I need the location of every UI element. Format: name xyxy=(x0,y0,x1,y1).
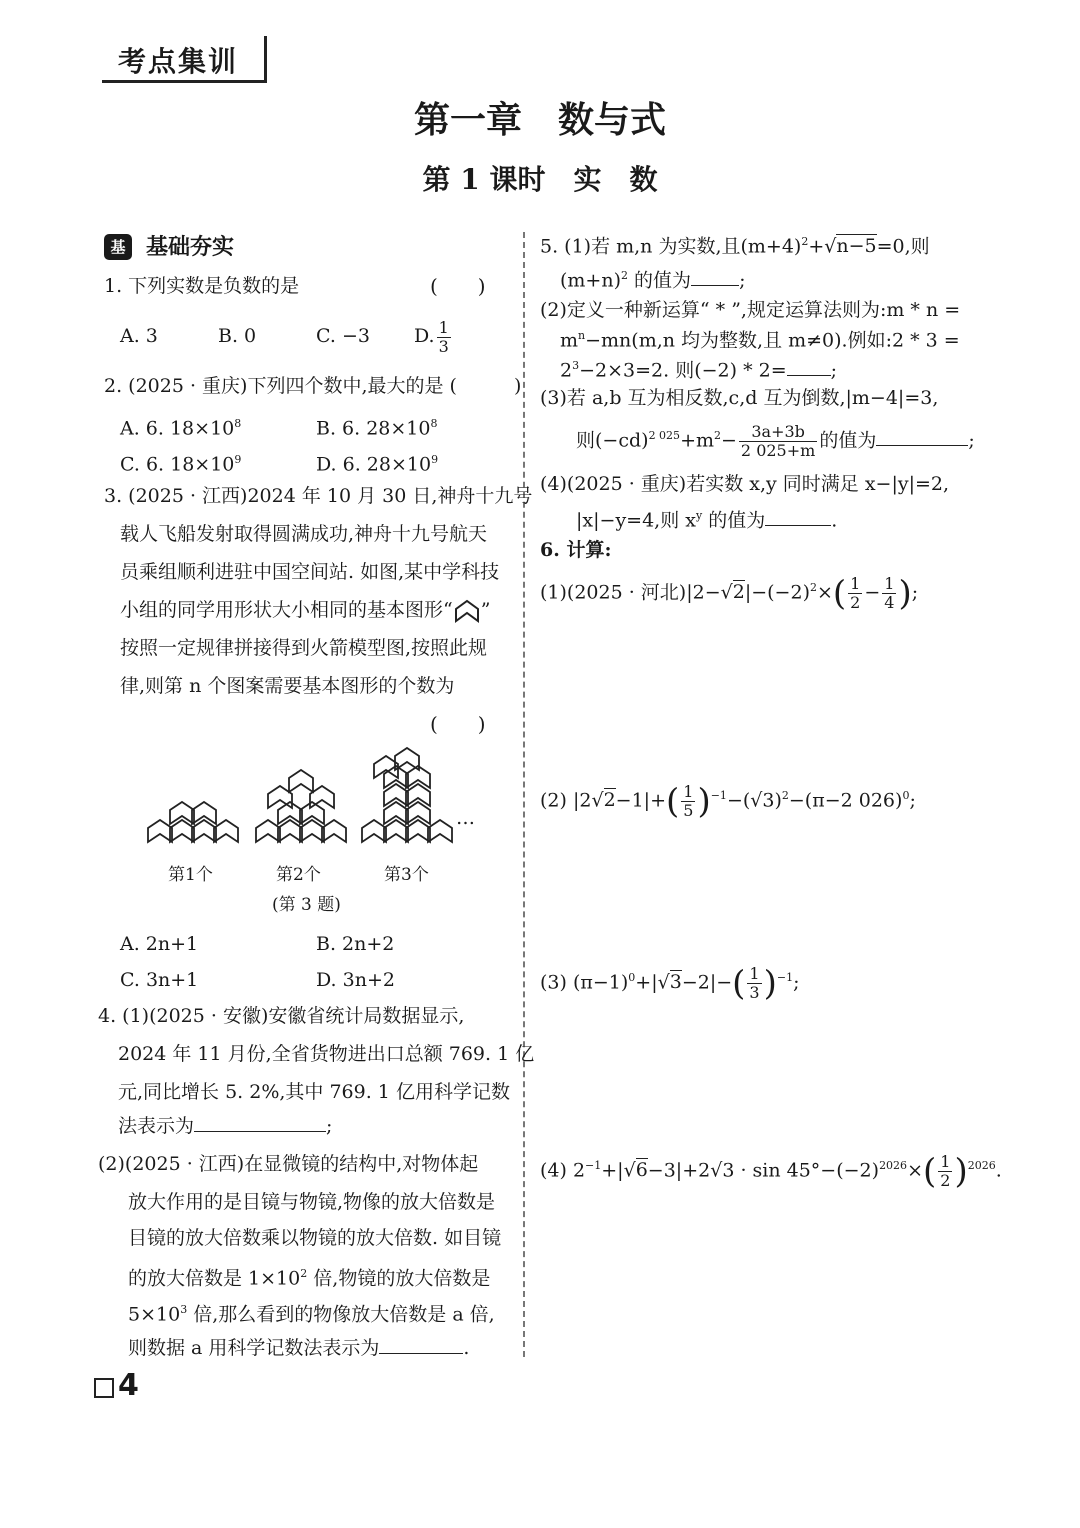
q4-line: 元,同比增长 5. 2%,其中 769. 1 亿用科学记数 xyxy=(118,1081,510,1103)
q5-line: 则$(-cd)^{2 025}+m^2-$ $\frac{3a+3b}{2 025+m}$ 的值为 ; xyxy=(576,421,975,460)
q4-line: 目镜的放大倍数乘以物镜的放大倍数. 如目镜 xyxy=(128,1227,502,1249)
q3-line: 律,则第 n 个图案需要基本图形的个数为 xyxy=(120,675,455,697)
q1-option-a: A. 3 xyxy=(120,325,158,347)
figure-3 xyxy=(362,748,452,842)
q4-line: 2024 年 11 月份,全省货物进出口总额 769. 1 亿 xyxy=(118,1043,535,1065)
q3-line: 小组的同学用形状大小相同的基本图形“ ” xyxy=(120,599,491,621)
q3-line: 按照一定规律拼接得到火箭模型图,按照此规 xyxy=(120,637,488,659)
q4-line: $5\times 10^3$ 倍,那么看到的物像放大倍数是 a 倍, xyxy=(128,1303,495,1326)
q3-option-d: D. 3n+2 xyxy=(316,969,395,991)
figure-1-label: 第1个 xyxy=(168,865,213,885)
q3-bracket: ( ) xyxy=(430,712,486,736)
section-icon: 基 xyxy=(104,234,132,260)
q4-line: 则数据 a 用科学记数法表示为 . xyxy=(128,1337,470,1359)
lesson-title: 第 1 课时 实 数 xyxy=(422,163,658,196)
rocket-pattern-figure xyxy=(140,740,480,860)
section-title: 基础夯实 xyxy=(146,234,235,260)
q2-stem: 2. (2025 · 重庆)下列四个数中,最大的是 ( ) xyxy=(104,375,522,397)
q4-line: 法表示为 ; xyxy=(118,1115,333,1137)
q5-line: $m^n-mn(m,n$ 均为整数,且 m≠0).例如:2 * 3 = xyxy=(560,329,960,352)
q4-line: (2)(2025 · 江西)在显微镜的结构中,对物体起 xyxy=(98,1153,479,1175)
chapter-title: 第一章 数与式 xyxy=(413,99,666,141)
q3-line: 员乘组顺利进驻中国空间站. 如图,某中学科技 xyxy=(120,561,500,583)
q2-option-b: B. 6. $28\times 10^8$ xyxy=(316,417,438,440)
page-marker-icon xyxy=(94,1378,114,1398)
figure-2-label: 第2个 xyxy=(276,865,321,885)
q4-line: 的放大倍数是 $1\times 10^2$ 倍,物镜的放大倍数是 xyxy=(128,1267,491,1290)
q3-option-c: C. 3n+1 xyxy=(120,969,199,991)
q3-option-a: A. 2n+1 xyxy=(120,933,199,955)
q5-line: (4)(2025 · 重庆)若实数 x,y 同时满足 x−|y|=2, xyxy=(540,473,950,495)
q6-expression-1: (1)(2025 · 河北)$|2-√2|-(-2)^2\times$( $\frac{1}{2}$ − $\frac{1}{4}$ ); xyxy=(540,573,919,614)
header-tag: 考点集训 xyxy=(118,45,239,78)
q3-line: 载人飞船发射取得圆满成功,神舟十九号航天 xyxy=(120,523,488,545)
q5-line: $2^3-2\times 3=2$. 则(−2) * 2= ; xyxy=(560,359,838,382)
figure-3-label: 第3个 xyxy=(384,865,429,885)
q5-line: 5. (1)若 m,n 为实数,且$(m+4)^2+√n-5=0$,则 xyxy=(540,235,930,258)
q6-expression-4: (4) $2^{-1}+|√6-3|+2√3 \cdot \sin 45^\circ-(-2)^{2026}\times$( $\frac{1}{2}$ )$^{2026}$. xyxy=(540,1151,1002,1192)
q2-option-c: C. 6. $18\times 10^9$ xyxy=(120,453,242,476)
q4-line: 4. (1)(2025 · 安徽)安徽省统计局数据显示, xyxy=(98,1005,465,1027)
figure-1 xyxy=(148,802,238,842)
q1-bracket: ( ) xyxy=(430,274,486,298)
q2-option-d: D. 6. $28\times 10^9$ xyxy=(316,453,439,476)
basic-shape-icon xyxy=(453,599,481,623)
q5-line: $(m+n)^2$ 的值为 ; xyxy=(560,269,746,292)
q6-title: 6. 计算: xyxy=(540,539,612,561)
q3-line: 3. (2025 · 江西)2024 年 10 月 30 日,神舟十九号 xyxy=(104,485,533,507)
q5-line: (3)若 a,b 互为相反数,c,d 互为倒数,|m−4|=3, xyxy=(540,387,939,409)
q4-line: 放大作用的是目镜与物镜,物像的放大倍数是 xyxy=(128,1191,496,1213)
figure-ellipsis: … xyxy=(456,807,475,829)
q3-option-b: B. 2n+2 xyxy=(316,933,395,955)
q1-option-d: D. $\frac{1}{3}$ xyxy=(414,317,449,356)
q1-option-c: C. −3 xyxy=(316,325,370,347)
figure-caption: (第 3 题) xyxy=(272,895,341,915)
q6-expression-2: (2) |2√2−1|+( $\frac{1}{5}$ )$^{-1}-(√3)^2-(\pi-2$ 026)$^0$; xyxy=(540,781,916,822)
q1-option-b: B. 0 xyxy=(218,325,257,347)
column-divider xyxy=(523,232,525,1357)
page-number: 4 xyxy=(118,1368,139,1403)
q5-line: |x|−y=4,则 $x^y$ 的值为 . xyxy=(576,509,838,532)
q5-line: (2)定义一种新运算“ * ”,规定运算法则为:m * n = xyxy=(540,299,961,321)
q6-expression-3: (3) $(\pi-1)^0+|√3-2|-$( $\frac{1}{3}$ )$^{-1}$; xyxy=(540,963,800,1004)
figure-2 xyxy=(256,770,346,842)
q1-stem: 1. 下列实数是负数的是 xyxy=(104,275,300,297)
q2-option-a: A. 6. $18\times 10^8$ xyxy=(120,417,242,440)
